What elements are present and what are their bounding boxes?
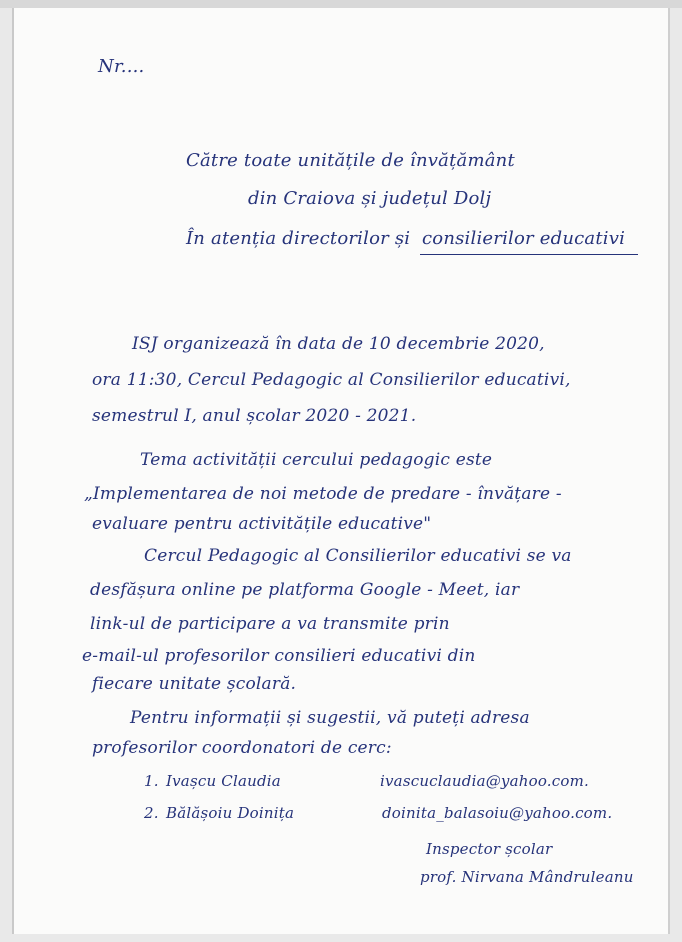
body-p1-line-3: semestrul I, anul școlar 2020 - 2021. (92, 406, 417, 426)
addressee-line-3-emphasis: consilierilor educativi (422, 228, 626, 249)
addressee-line-2: din Craiova și județul Dolj (248, 188, 492, 209)
contact-1-email: ivascuclaudia@yahoo.com. (380, 772, 589, 790)
addressee-underline (420, 254, 638, 255)
body-p1-line-1: ISJ organizează în data de 10 decembrie 2020, (132, 334, 545, 354)
page-top-edge (0, 0, 682, 8)
addressee-line-1: Către toate unitățile de învățământ (186, 150, 515, 171)
body-p2-line-1: Tema activității cercului pedagogic este (140, 450, 493, 470)
contact-1-name: Ivașcu Claudia (166, 772, 281, 790)
body-p2-line-2: „Implementarea de noi metode de predare - învățare - (84, 484, 562, 504)
body-p1-line-2: ora 11:30, Cercul Pedagogic al Consilierilor educativi, (92, 370, 571, 390)
body-p2-line-3: evaluare pentru activitățile educative" (92, 514, 432, 534)
handwritten-letter-page (12, 8, 670, 934)
body-p3-line-5: fiecare unitate școlară. (92, 674, 297, 694)
body-p3-line-4: e-mail-ul profesorilor consilieri educativi din (82, 646, 476, 666)
signature-title: Inspector școlar (426, 840, 553, 858)
addressee-line-3-prefix: În atenția directorilor și (186, 228, 411, 249)
contact-2-index: 2. (144, 804, 159, 822)
body-p3-line-1: Cercul Pedagogic al Consilierilor educativi se va (144, 546, 572, 566)
contact-1-index: 1. (144, 772, 159, 790)
contact-2-name: Bălășoiu Doinița (166, 804, 295, 822)
body-p4-line-1: Pentru informații și sugestii, vă puteți adresa (130, 708, 530, 728)
contact-2-email: doinita_balasoiu@yahoo.com. (382, 804, 613, 822)
body-p4-line-2: profesorilor coordonatori de cerc: (92, 738, 392, 758)
body-p3-line-2: desfășura online pe platforma Google - Meet, iar (90, 580, 520, 600)
body-p3-line-3: link-ul de participare a va transmite prin (90, 614, 450, 634)
signature-name: prof. Nirvana Mândruleanu (420, 868, 634, 886)
document-number: Nr.... (98, 56, 145, 77)
